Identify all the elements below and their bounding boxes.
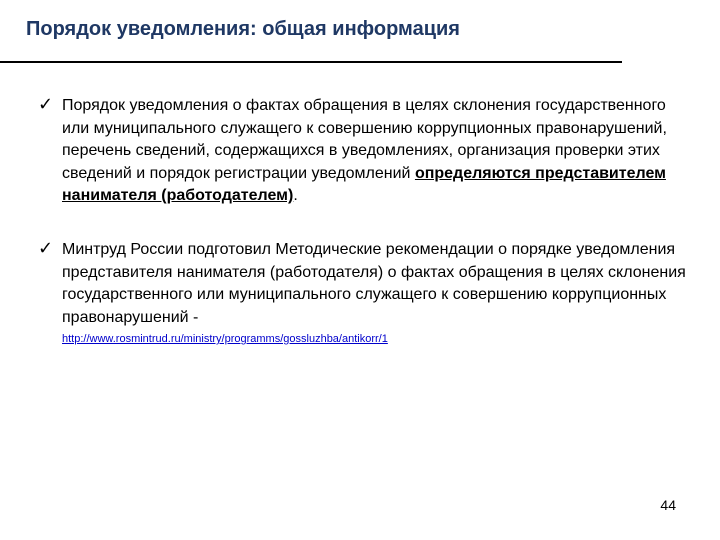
bullet-text-main: Порядок уведомления о фактах обращения в целях склонения государственного или муниципального служащего к совершению коррупционных правонарушений, перечень сведений, содержащихся в уведомлениях, организация проверки этих сведений и порядок регистрации уведомлений <box>62 97 667 182</box>
mintrud-link[interactable]: http://www.rosmintrud.ru/ministry/programms/gossluzhba/antikorr/1 <box>62 333 388 345</box>
slide-title: Порядок уведомления: общая информация <box>26 18 460 40</box>
bullet-text: Минтруд России подготовил Методические рекомендации о порядке уведомления представителя нанимателя (работодателя) о фактах обращения в целях склонения государственного или муниципального служащего к совершению коррупционных правонарушений - <box>62 241 686 326</box>
bullet-text-emphasis: определяются представителем нанимателя (работодателем) <box>62 164 666 204</box>
bullet-item-mintrud-recommendations <box>38 239 688 345</box>
page-number: 44 <box>660 497 676 513</box>
checkmark-bullet-icon: ✓ <box>38 238 54 259</box>
bullet-text-tail: . <box>293 187 298 204</box>
title-divider <box>0 61 622 63</box>
bullet-item-notification-procedure <box>38 95 688 208</box>
checkmark-bullet-icon: ✓ <box>38 94 54 115</box>
bullet-text <box>62 95 688 208</box>
